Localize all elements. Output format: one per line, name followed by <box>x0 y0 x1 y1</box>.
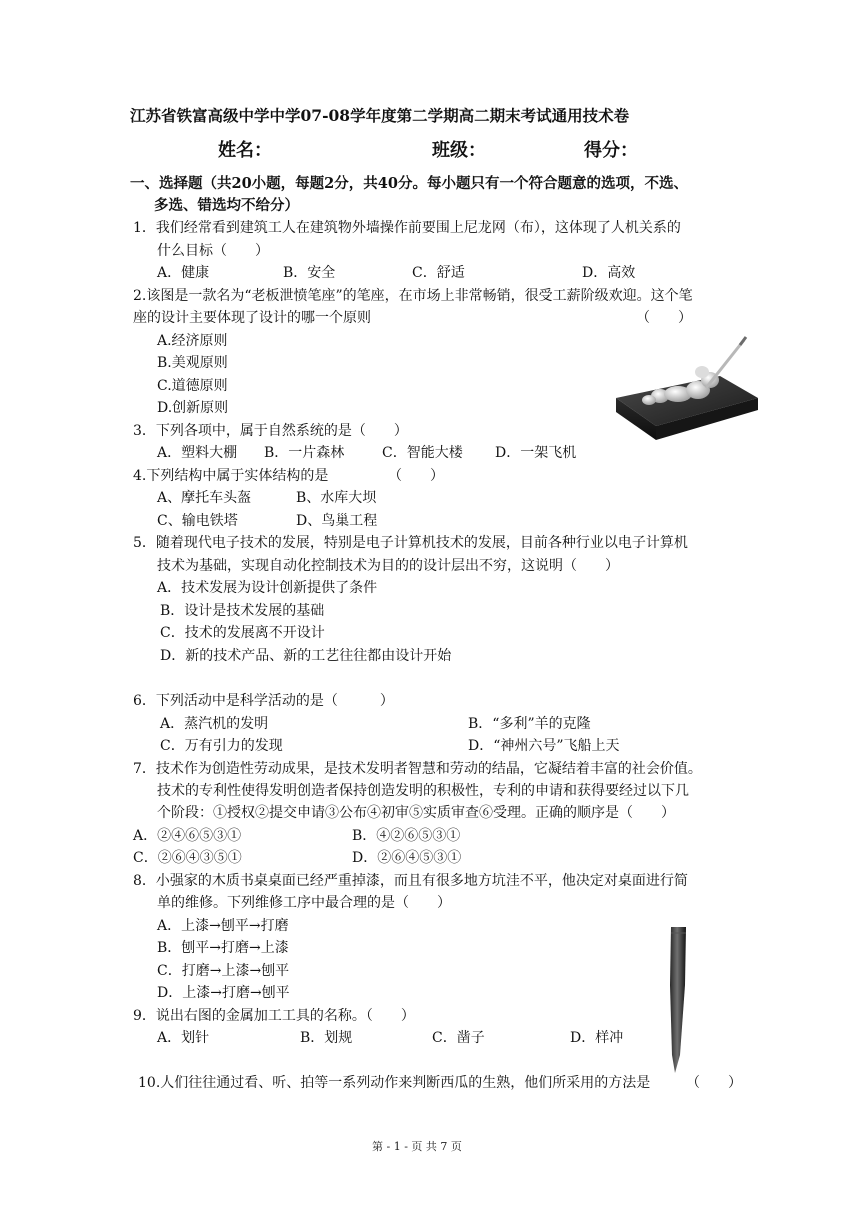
q7-option-c: C．②⑥④③⑤① <box>133 850 242 866</box>
q4-option-b: B、水库大坝 <box>296 490 377 506</box>
section-heading-line1: 一、选择题（共20小题，每题2分，共40分。每小题只有一个符合题意的选项，不选、 <box>130 175 688 192</box>
q7-stem-line3: 个阶段：①授权②提交申请③公布④初审⑤实质审查⑥受理。正确的顺序是（ ） <box>157 805 675 821</box>
q6-option-c: C．万有引力的发现 <box>160 738 283 754</box>
q4-option-d: D、鸟巢工程 <box>296 513 378 529</box>
q8-stem-line2: 单的维修。下列维修工序中最合理的是（ ） <box>157 895 451 911</box>
q6-option-a: A．蒸汽机的发明 <box>160 716 269 732</box>
center-punch-image <box>660 925 694 1075</box>
q2-stem-line1: 2.该图是一款名为“老板泄愤笔座”的笔座，在市场上非常畅销，很受工薪阶级欢迎。这个笔 <box>133 288 693 304</box>
q7-stem-line1: 7．技术作为创造性劳动成果，是技术发明者智慧和劳动的结晶，它凝结着丰富的社会价值。 <box>133 761 702 777</box>
q1-stem-line2: 什么目标（ ） <box>157 243 269 259</box>
q6-stem: 6．下列活动中是科学活动的是（ ） <box>133 693 394 709</box>
document-title: 江苏省铁富高级中学中学07-08学年度第二学期高二期末考试通用技术卷 <box>130 106 630 125</box>
q2-option-c: C.道德原则 <box>157 378 228 394</box>
q9-option-c: C．凿子 <box>432 1030 485 1046</box>
q1-option-d: D．高效 <box>582 265 636 281</box>
section-heading-line2: 多选、错选均不给分） <box>154 197 299 214</box>
q2-option-a: A.经济原则 <box>157 333 228 349</box>
q5-option-d: D．新的技术产品、新的工艺往往都由设计开始 <box>160 648 452 664</box>
page-footer: 第 - 1 - 页 共 7 页 <box>372 1140 462 1153</box>
pen-holder-image <box>612 336 762 448</box>
q1-option-c: C．舒适 <box>412 265 465 281</box>
q4-option-c: C、输电铁塔 <box>157 513 238 529</box>
q1-option-b: B．安全 <box>283 265 336 281</box>
q7-option-d: D．②⑥④⑤③① <box>352 850 462 866</box>
q9-option-d: D．样冲 <box>570 1030 624 1046</box>
q7-option-a: A．②④⑥⑤③① <box>133 828 242 844</box>
q3-option-c: C．智能大楼 <box>382 445 463 461</box>
q3-option-a: A．塑料大棚 <box>157 445 238 461</box>
q2-option-d: D.创新原则 <box>157 400 229 416</box>
q6-option-b: B．“多利”羊的克隆 <box>468 716 591 732</box>
q5-option-b: B．设计是技术发展的基础 <box>160 603 325 619</box>
name-label: 姓名： <box>218 140 272 161</box>
q5-option-c: C．技术的发展离不开设计 <box>160 625 325 641</box>
q9-option-a: A．划针 <box>157 1030 210 1046</box>
q9-stem: 9．说出右图的金属加工工具的名称。（ ） <box>133 1008 415 1024</box>
q1-stem-line1: 1．我们经常看到建筑工人在建筑物外墙操作前要围上尼龙网（布），这体现了人机关系的 <box>133 220 681 236</box>
q7-stem-line2: 技术的专利性使得发明创造者保持创造发明的积极性，专利的申请和获得要经过以下几 <box>157 783 689 799</box>
q4-answer-paren: （ ） <box>388 468 444 484</box>
class-label: 班级： <box>432 140 486 161</box>
q1-option-a: A．健康 <box>157 265 210 281</box>
q7-option-b: B．④②⑥⑤③① <box>352 828 461 844</box>
q8-stem-line1: 8．小强家的木质书桌桌面已经严重掉漆，而且有很多地方坑洼不平，他决定对桌面进行简 <box>133 873 688 889</box>
q10-answer-paren: （ ） <box>686 1075 742 1091</box>
q3-option-d: D．一架飞机 <box>495 445 577 461</box>
q4-stem: 4.下列结构中属于实体结构的是 <box>133 468 329 484</box>
q2-option-b: B.美观原则 <box>157 355 228 371</box>
q5-stem-line2: 技术为基础，实现自动化控制技术为目的的设计层出不穷，这说明（ ） <box>157 558 619 574</box>
q3-option-b: B．一片森林 <box>264 445 345 461</box>
q5-stem-line1: 5．随着现代电子技术的发展，特别是电子计算机技术的发展，目前各种行业以电子计算机 <box>133 535 688 551</box>
q9-option-b: B．划规 <box>300 1030 353 1046</box>
q5-option-a: A．技术发展为设计创新提供了条件 <box>157 580 378 596</box>
q2-stem-line2: 座的设计主要体现了设计的哪一个原则 <box>133 310 371 326</box>
q8-option-a: A．上漆→刨平→打磨 <box>157 918 289 934</box>
q8-option-b: B．刨平→打磨→上漆 <box>157 940 289 956</box>
q10-stem: 10.人们往往通过看、听、拍等一系列动作来判断西瓜的生熟，他们所采用的方法是 <box>138 1075 651 1091</box>
score-label: 得分： <box>584 140 638 161</box>
q6-option-d: D．“神州六号”飞船上天 <box>468 738 620 754</box>
q3-stem: 3．下列各项中，属于自然系统的是（ ） <box>133 423 408 439</box>
q4-option-a: A、摩托车头盔 <box>157 490 252 506</box>
q8-option-c: C．打磨→上漆→刨平 <box>157 963 290 979</box>
q2-answer-paren: （ ） <box>636 310 692 326</box>
q8-option-d: D．上漆→打磨→刨平 <box>157 985 290 1001</box>
